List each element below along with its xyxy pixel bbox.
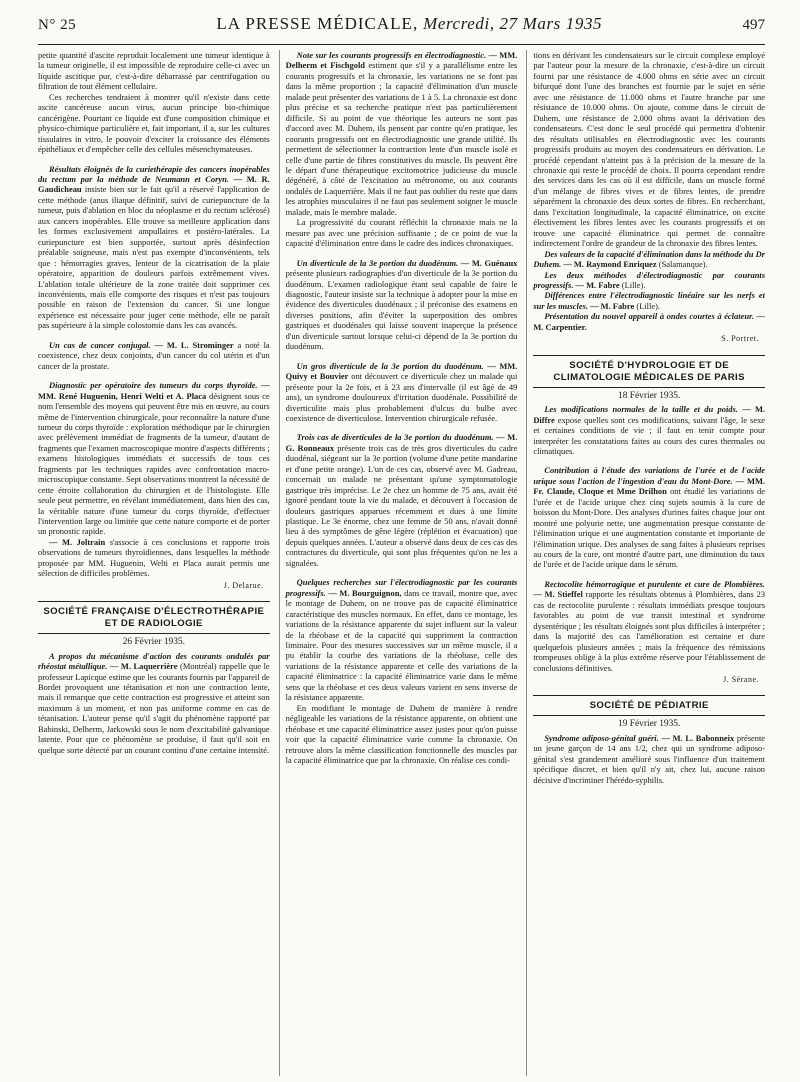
article-author: — M. L. Strominger — [154, 339, 234, 350]
article-author: — MM. Quivy et Bouvier — [285, 360, 518, 382]
article — [286, 50, 518, 217]
article — [286, 361, 518, 424]
article-title: Quelques recherches sur l'électrodiagnostic par les courants progressifs. — [285, 577, 518, 598]
article-author: — M. Joltrain — [49, 536, 106, 547]
article — [533, 404, 765, 456]
article-title: Note sur les courants progressifs en électrodiagnostic. — [296, 50, 487, 60]
signature: S. Portret. — [721, 334, 760, 344]
article-title: Un gros diverticule de la 3e portion du duodénum. — [296, 360, 484, 371]
signature: J. Delarue. — [223, 580, 264, 590]
article-text: expose quelles sont ces modifications, suivant l'âge, le sexe et certaines conditions de vie ; il faut en tenir compte pour interpréter les constatations faites au cours des cures thermales ou climatiques. — [533, 414, 766, 456]
article-title: Un diverticule de la 3e portion du duodénum. — [296, 257, 459, 268]
article-title: Les modifications normales de la taille et du poids. — [544, 404, 738, 415]
paragraph: Ces recherches tendraient à montrer qu'il n'existe dans cette ascite cancéreuse aucun virus, aucun principe bio-chimique cancérigène. Pourtant ce liquide est d'une composition chimique et physico-chimique particulière et, fait important, il a, sur les cultures tissulaires in vitro, le pouvoir d'exciter la croissance des éléments épithéliaux et d'empêcher celle des cellules mésenchymateuses. — [38, 91, 270, 155]
section-date: 18 Février 1935. — [618, 390, 681, 401]
article-text: dans ce travail, montre que, avec le montage de Duhem, on ne trouve pas de capacité éliminatrice caractéristique des muscles normaux. En effet, dans ce montage, les variations de la résistance apparente du sujet influent sur la valeur de la rhéobase et de la capacité qui suppriment la contraction liminaire. Pour des mesures successives sur un même muscle, il a pu établir la courbe des variations de la rhéobase, celle des variations de la résistance apparente et celle des variations de la capacité éliminatrice : la capacité éliminatrice varie dans le même sens que la rhéobase et ces deux valeurs varient en sens inverse de la résistance apparente. — [285, 587, 518, 703]
article — [533, 733, 765, 785]
columns — [38, 50, 765, 1076]
signature: J. Sérane. — [723, 675, 760, 685]
article-text: (Montréal) rappelle que le professeur Lapicque estime que les courants fournis par l'appareil de Bordet provoquent une tétanisation et non une contraction lente, mais il remarque que cette contraction est progressive et atteint son maximum à un moment, et non pas uniforme comme en cas de tétanisation. L'auteur pense qu'il s'agit du phénomène rapporté par Babinski, Delherm, Jarkowski sous le nom d'excitabilité galvanique latente. Pour que ce phénomène se produise, il faut qu'il soit en quelque sorte détecté par un courant continu d'une certaine intensité. — [38, 661, 270, 755]
article-author: — M. Fabre — [590, 300, 635, 311]
article-text: ont étudié les variations de l'urée et de l'acide urique chez cinq sujets soumis à la cure de boisson du Mont-Dore. Des analyses d'urines faites chaque jour ont montré une polyurie nette, une augmentation presque constante de l'élimination urique et une augmentation constante et importante de l'élimination urique. Des analyses de sang faites à plusieurs reprises au cours de la cure, ont montré d'autre part, une diminution du taux de l'urée et de l'acide urique dans le sérum. — [533, 486, 766, 570]
column-1 — [38, 50, 270, 1076]
column-3 — [526, 50, 765, 1076]
section-heading: SOCIÉTÉ FRANÇAISE D'ÉLECTROTHÉRAPIE ET DE RADIOLOGIE — [38, 601, 270, 634]
article — [533, 270, 765, 291]
article-author: — MM. Delherm et Fischgold — [285, 50, 518, 71]
journal-name: LA PRESSE MÉDICALE, — [216, 14, 419, 33]
article-text: insiste bien sur le fait qu'il a réservé l'application de cette méthode (anus iliaque définitif, suivi de curiepuncture de la tumeur, puis d'ablation en bloc du néoplasme et du rectum sclérosé) aux cancers inopérables. Elle trouve sa meilleure application dans les formes exclusivement ampullaires et postéro-latérales. La curiepuncture est bien supportée, surtout après désinfection préalable soigneuse, mais n'est pas exempte d'inconvénients, tels que : hémorragies graves, lenteur de la cicatrisation de la plaie opératoire, apparition de douleurs parfois extrêmement vives. L'ablation totale ultérieure de la zone traitée doit supprimer ces inconvénients, mais elle comporte des risques et n'est pas toujours possible en raison de l'extension du cancer. Si une longue expérience est nécessaire pour juger cette méthode, elle ne paraît pas supérieure à la simple colostomie dans les cas avancés. — [38, 184, 270, 331]
article-text: s'associe à ces conclusions et rapporte trois observations de tumeurs thyroïdiennes, dans lesquelles la méthode proposée par MM. Huguenin, Welti et Placa aurait permis une sélection de difficiles problèmes. — [38, 536, 270, 579]
article-text: ont découvert ce diverticule chez un malade qui présente pour la 2e fois, et à 23 ans d'intervalle (il est âgé de 49 ans), un syndrome douloureux d'irritation duodénale. Possibilité de diverticulite mais plus probablement d'ulcus du bulbe avec coexistence de diverticulose. Intervention chirurgicale refusée. — [285, 371, 518, 423]
article — [38, 340, 270, 371]
article-title: Rectocolite hémorragique et purulente et cure de Plombières. — [544, 578, 766, 589]
article-text: rapporte les résultats obtenus à Plombières, dans 23 cas de rectocolite purulente : résultats immédiats presque toujours favorables au point de vue transit intestinal et syndrome dysentérique ; les résultats éloignés sont plus difficiles à interpréter ; dans la majorité des cas l'amélioration est certaine et dure quelquefois plusieurs années ; mais la fréquence des rémissions trompeuses oblige à la plus extrême réserve pour l'établissement de conclusions définitives. — [533, 589, 766, 673]
article-text: désignent sous ce nom l'ensemble des moyens qui peuvent être mis en œuvre, au cours même de l'intervention chirurgicale, pour reconnaître la nature d'une tumeur du corps thyroïde : exploration méthodique par le chirurgien avec prélèvement immédiat de fragments de la tumeur, d'autant de fragments que l'examen macroscopique montre d'aspects différents ; examens histologiques immédiats et successifs de tous ces fragments par les techniques rapides avec confrontation macro-microscopique constante. Sept observations montrent la nécessité de cette étroite collaboration du chirurgien et de l'histologiste. Elle seule peut permettre, en révélant immédiatement, dans bien des cas, la véritable nature d'une tumeur du corps thyroïde, d'effectuer l'intervention large ou limitée que cette nature comporte et de porter un pronostic rapide. — [38, 390, 270, 537]
page-header — [38, 14, 765, 42]
section-heading: SOCIÉTÉ D'HYDROLOGIE ET DE CLIMATOLOGIE MÉDICALES DE PARIS — [533, 355, 765, 388]
article-author: — M. Raymond Enriquez — [563, 259, 657, 270]
article — [38, 380, 270, 537]
article-title: Diagnostic per opératoire des tumeurs du corps thyroïde. — [49, 380, 258, 391]
article-title: Des valeurs de la capacité d'élimination dans la méthode du Dr Duhem. — [533, 248, 766, 270]
article — [533, 290, 765, 311]
paragraph: En modifiant le montage de Duhem de manière à rendre négligeable les variations de la résistance apparente, on obtient une rhéobase et une capacité éliminatrice assez justes pour qu'on puisse voir que la capacité éliminatrice varie comme la chronaxie. On retrouve alors la même classification fonctionnelle des muscles par la capacité éliminatrice que par la chronaxie. On réalise ces condi- — [285, 702, 518, 765]
article — [286, 577, 518, 702]
header-rule — [38, 44, 765, 45]
article-author: — M. Laquerrière — [109, 661, 178, 672]
section-date: 26 Février 1935. — [122, 637, 185, 648]
column-2 — [279, 50, 518, 1076]
article — [533, 249, 765, 270]
article — [38, 651, 270, 756]
article-title: Les deux méthodes d'électrodiagnostic par courants progressifs. — [533, 269, 766, 290]
article — [533, 579, 765, 673]
article — [533, 311, 765, 332]
article-title: Différences entre l'électrodiagnostic linéaire sur les nerfs et sur les muscles. — [533, 290, 766, 311]
article-author: — M. Carpentier. — [533, 311, 766, 332]
article-author: — MM. René Huguenin, Henri Welti et A. Placa — [38, 380, 270, 401]
article-title: Contribution à l'étude des variations de l'urée et de l'acide urique sous l'action de l'ingestion d'eau du Mont-Dore. — [533, 465, 766, 486]
article-title: A propos du mécanisme d'action des courants ondulés par rhéostat métallique. — [38, 650, 270, 672]
article-author: — M. Bourguignon, — [328, 587, 402, 598]
article-author: — M. G. Ronneaux — [285, 432, 518, 453]
issue-number: N° 25 — [38, 17, 77, 33]
article-text: (Salamanque). — [658, 259, 708, 270]
article — [286, 432, 518, 568]
article-text: (Lille). — [621, 279, 646, 290]
article-title: Syndrome adiposo-génital guéri. — [544, 732, 659, 743]
article — [286, 258, 518, 352]
journal-title — [216, 14, 602, 34]
page-number: 497 — [742, 17, 765, 33]
article-text: (Lille). — [636, 300, 660, 311]
article — [533, 465, 765, 570]
article-title: Présentation du nouvel appareil à ondes courtes à éclateur. — [544, 311, 754, 322]
article-title: Trois cas de diverticules de la 3e portion du duodénum. — [296, 432, 494, 443]
paragraph: petite quantité d'ascite reproduit localement une tumeur identique à la tumeur originelle, il est impossible de reproduire celle-ci avec un liquide ascitique pur, c'est-à-dire débarrassé par centrifugation ou filtration de tout élément cellulaire. — [38, 50, 270, 92]
article-text: présente trois cas de très gros diverticules du cadre duodénal, siégeant sur la 3e portion (volume d'une petite mandarine et d'une petite orange). L'un de ces cas, observé avec M. Gadreau, concernait un malade ne présentant qu'une symptomatologie gastrique très imprécise. Le 2e chez un homme de 75 ans, avait été ignoré pendant toute la vie du malade, et découvert à l'occasion de douleurs gastriques apparues récemment et dues à une limite plastique. Le 3e énorme, chez une femme de 50 ans, n'avait donné lieu à des symptômes de gêne légère (réplétion et évacuation) que depuis quelques années. L'auteur a observé dans deux de ces cas des contractures du diverticule, qui sont plus fréquentes qu'on ne les a signalées. — [285, 442, 518, 568]
paragraph: tions en dérivant les condensateurs sur le circuit complexe employé par l'auteur pour la mesure de la chronaxie, c'est-à-dire un circuit fourni par une résistance de 4.000 ohms en série avec un circuit bifurqué dont l'une des branches est fournie par le sujet en série avec une résistance de 11.000 ohms et l'autre branche par une résistance de 10.000 ohms. On ajoute, comme dans le circuit de Duhem, une résistance de 2.000 ohms avant la dérivation des condensateurs. C'est donc le seul procédé qui permettra d'obtenir des résultats utilisables en électrodiagnostic avec les courants progressifs produits au moyen des condensateurs en dérivation. Le procédé cependant n'atteint pas à la précision de la mesure de la chronaxie qui reste le procédé de choix. Il pourra cependant rendre des services dans les cas où il est difficile, dans un muscle formé d'un mélange de fibres vives et de fibres lentes, de prendre séparément la chronaxie des deux sortes de fibres. En recherchant, dans l'excitation longitudinale, la capacité éliminatrice, on excite électivement les fibres lentes avec les courants progressifs et on trouve une capacité éliminatrice qui permet de connaître indirectement l'ordre de grandeur de la chronaxie des fibres lentes. — [533, 50, 766, 249]
article — [38, 164, 270, 331]
article-author: — M. Diffre — [533, 404, 766, 425]
article-title: Résultats éloignés de la curiethérapie des cancers inopérables du rectum par la méthode de Neumann et Coryn. — [38, 163, 270, 184]
article-author: — M. Stieffel — [533, 589, 583, 600]
article-author: — M. R. Gaudicheau — [38, 173, 270, 195]
article-text: présente un jeune garçon de 14 ans 1/2, chez qui un syndrome adiposo-génital s'est grandement amélioré sous l'influence d'un traitement spécifique discret, et bien qu'il n'y ait, chez lui, aucune raison décisive d'incriminer l'hérédo-syphilis. — [533, 732, 766, 785]
article-text: a noté la coexistence, chez deux conjoints, d'un cancer du col utérin et d'un cancer de la prostate. — [38, 339, 270, 371]
article-author: — MM. Fr. Claude, Cloque et Mme Drilhon — [533, 475, 766, 497]
article-author: — M. Fabre — [575, 279, 620, 290]
article-text: présente plusieurs radiographies d'un diverticule de la 3e portion du duodénum. L'examen radiologique étant seul capable de faire le diagnostic, l'auteur insiste sur la technique à adopter pour la mise en évidence des diverticules duodénaux ; il préconise des examens en diverses positions, afin d'éviter la superposition des ombres gastriques et duodénales qui laisse souvent inaperçue la présence d'un diverticule surtout lorsque celui-ci dépend de la 3e portion du duodénum. — [285, 268, 518, 352]
article-author: — M. Guénaux — [460, 257, 518, 268]
article — [38, 537, 270, 579]
article-text: estiment que s'il y a parallélisme entre les courants progressifs et la chronaxie, les variations ne se font pas dans la même proportion ; la capacité d'élimination d'un muscle malade peut présenter des variations de 1 à 5. La chronaxie est donc plus précise et sa recherche pratique n'est pas particulièrement difficile. Si au point de vue théorique les auteurs ne sont pas d'accord avec M. Duhem, ils pensent par contre qu'en pratique, les courants progressifs ont en électrodiagnostic une grande utilité. Ils permettent de sélectionner la contraction lente d'un muscle isolé et celle d'une partie de fibres constitutives du muscle. Ils peuvent être le départ d'une thérapeutique excitomotrice judicieuse du muscle dégénéré, à côté de l'excitation au métronome, ou aux courants ondulés de Laquerrière. Mais il ne faut pas oublier du reste que dans les atrophies musculaires il ne faut pas seulement soigner le muscle malade, mais le membre malade. — [285, 60, 518, 217]
article-title: Un cas de cancer conjugal. — [49, 339, 151, 350]
section-heading: SOCIÉTÉ DE PÉDIATRIE — [533, 695, 765, 716]
issue-date: Mercredi, 27 Mars 1935 — [423, 14, 603, 33]
article-author: — M. L. Babonneix — [661, 732, 735, 743]
section-date: 19 Février 1935. — [618, 719, 681, 730]
paragraph: La progressivité du courant réfléchit la chronaxie mais ne la mesure pas avec une précision suffisante ; de ce point de vue la capacité d'élimination entre dans le cadre des indices chronaxiques. — [285, 217, 518, 249]
